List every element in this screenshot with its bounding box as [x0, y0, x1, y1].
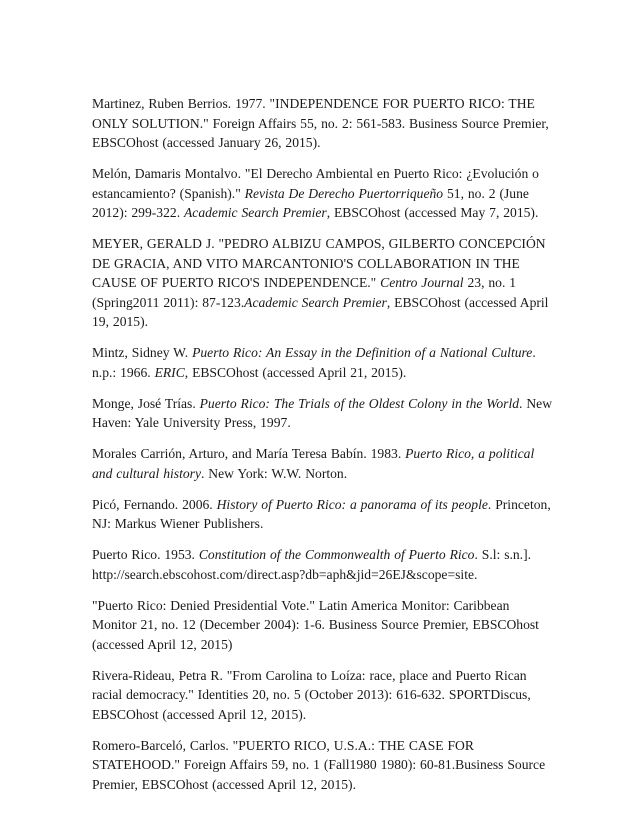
bibliography-entry: [92, 234, 552, 332]
bibliography-entry: [92, 596, 552, 655]
bibliography-entry: [92, 343, 552, 382]
entry-text: Romero-Barceló, Carlos. "PUERTO RICO, U.S.A.: THE CASE FOR STATEHOOD." Foreign Affairs 59, no. 1 (Fall1980 1980): 60-81.Business Source Premier, EBSCOhost (accessed April 12, 2015).: [92, 737, 546, 792]
bibliography-entry: [92, 94, 552, 153]
entry-text: Monge, José Trías.: [92, 395, 200, 411]
entry-text: Puerto Rico. 1953.: [92, 547, 199, 562]
entry-text: 51, no. 2 (June 2012): 299-322.: [92, 185, 529, 220]
bibliography-entry: [92, 394, 552, 433]
entry-text: . n.p.: 1966.: [92, 345, 536, 380]
bibliography-list: [92, 94, 552, 806]
bibliography-entry: [92, 164, 552, 223]
bibliography-entry: [92, 545, 552, 584]
entry-text: , EBSCOhost (accessed April 21, 2015).: [184, 364, 407, 380]
entry-text: Morales Carrión, Arturo, and María Teresa Babín. 1983.: [92, 446, 406, 461]
bibliography-entry: [92, 736, 552, 795]
entry-italic-database: Academic Search Premier: [244, 294, 387, 310]
bibliography-entry: [92, 444, 552, 483]
bibliography-entry: [92, 495, 552, 534]
entry-text: , EBSCOhost (accessed April 19, 2015).: [92, 294, 549, 329]
entry-text: Rivera-Rideau, Petra R. "From Carolina to Loíza: race, place and Puerto Rican racial democracy." Identities 20, no. 5 (October 2013): 616-632. SPORTDiscus, EBSCOhost (accessed April 12, 2015).: [92, 667, 531, 722]
entry-italic-title: History of Puerto Rico: a panorama of its people: [216, 496, 488, 512]
entry-italic-title: Revista De Derecho Puertorriqueño: [244, 185, 444, 201]
entry-italic-title: Puerto Rico: An Essay in the Definition of a National Culture: [192, 345, 533, 360]
entry-text: Melón, Damaris Montalvo. "El Derecho Ambiental en Puerto Rico: ¿Evolución o estancamiento? (Spanish).": [92, 166, 539, 201]
bibliography-entry: [92, 666, 552, 725]
entry-text: . New Haven: Yale University Press, 1997.: [92, 395, 553, 430]
entry-text: . New York: W.W. Norton.: [201, 465, 348, 481]
entry-italic-title: Puerto Rico, a political and cultural history: [92, 446, 535, 481]
entry-text: MEYER, GERALD J. "PEDRO ALBIZU CAMPOS, GILBERTO CONCEPCIÓN DE GRACIA, AND VITO MARCANTONIO'S COLLABORATION IN THE CAUSE OF PUERTO RICO'S INDEPENDENCE.": [92, 236, 546, 290]
entry-italic-title: Centro Journal: [380, 275, 464, 290]
entry-text: 23, no. 1 (Spring2011 2011): 87-123.: [92, 275, 517, 310]
entry-italic-title: Puerto Rico: The Trials of the Oldest Colony in the World: [199, 395, 520, 411]
entry-text: "Puerto Rico: Denied Presidential Vote." Latin America Monitor: Caribbean Monitor 21, no. 12 (December 2004): 1-6. Business Source Premier, EBSCOhost (accessed April 12, 2015): [92, 597, 539, 652]
entry-italic-title: Constitution of the Commonwealth of Puerto Rico: [198, 547, 475, 562]
entry-text: . Princeton, NJ: Markus Wiener Publishers.: [92, 496, 551, 531]
entry-text: Mintz, Sidney W.: [92, 345, 193, 360]
entry-text: . S.l: s.n.]. http://search.ebscohost.com/direct.asp?db=aph&jid=26EJ&scope=site.: [92, 547, 532, 582]
entry-text: , EBSCOhost (accessed May 7, 2015).: [326, 205, 539, 220]
entry-italic-database: Academic Search Premier: [184, 205, 327, 220]
entry-text: Martinez, Ruben Berrios. 1977. "INDEPENDENCE FOR PUERTO RICO: THE ONLY SOLUTION." Foreign Affairs 55, no. 2: 561-583. Business Source Premier, EBSCOhost (accessed January 26, 2015).: [92, 96, 549, 150]
entry-text: Picó, Fernando. 2006.: [92, 496, 217, 512]
entry-italic-database: ERIC: [154, 364, 185, 380]
